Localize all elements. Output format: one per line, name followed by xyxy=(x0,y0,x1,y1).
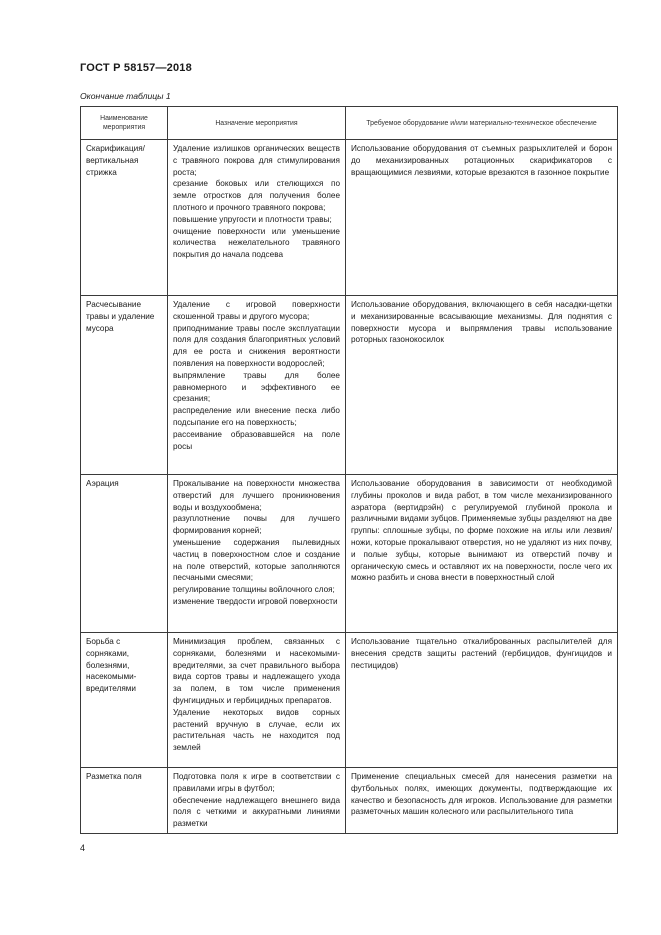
purpose-line: уменьшение содержания пылевидных частиц в поверхностном слое и создание на поле отверстий, которые заполняются песчаными смесями; xyxy=(173,537,340,583)
measure-name: Аэрация xyxy=(81,475,168,633)
purpose-line: Удаление с игровой поверхности скошенной травы и другого мусора; xyxy=(173,300,340,321)
purpose-line: приподнимание травы после эксплуатации поля для создания благоприятных условий для ее роста и снижения вероятности появления на поверхности водорослей; xyxy=(173,323,340,368)
measure-name: Разметка поля xyxy=(81,768,168,834)
measure-equipment: Использование тщательно откалиброванных распылителей для внесения средств защиты растений (гербицидов, фунгицидов и пестицидов) xyxy=(346,633,618,768)
purpose-line: срезание боковых или стелющихся по земле отростков для получения более плотного и прочного травяного покрова; xyxy=(173,179,340,212)
measure-purpose xyxy=(168,768,346,834)
measure-name: Борьба с сорняками, болезнями, насекомыми-вредителями xyxy=(81,633,168,768)
measure-name: Скарификация/ вертикальная стрижка xyxy=(81,140,168,296)
purpose-line: Удаление некоторых видов сорных растений вручную в случае, если их растительная часть не находится под землей xyxy=(173,707,340,753)
measure-equipment: Использование оборудования, включающего в себя насадки-щетки и механизированные всасывающие механизмы. Для поднятия с поверхности мусора и выпрямления травы использование роторных газонокосилок xyxy=(346,296,618,475)
purpose-line: рассеивание образовавшейся на поле росы xyxy=(173,429,340,451)
purpose-line: распределение или внесение песка либо подсыпание его на поверхность; xyxy=(173,406,340,427)
column-header-equipment: Требуемое оборудование и/или материально-техническое обеспечение xyxy=(346,107,618,140)
measure-name: Расчесывание травы и удаление мусора xyxy=(81,296,168,475)
column-header-name: Наименование мероприятия xyxy=(81,107,168,140)
table-row xyxy=(81,768,618,834)
measure-purpose xyxy=(168,140,346,296)
purpose-line: обеспечение надлежащего внешнего вида поля с четкими и аккуратными линиями разметки xyxy=(173,795,340,829)
page-number: 4 xyxy=(80,843,86,853)
table-header-row xyxy=(81,107,618,140)
table-caption: Окончание таблицы 1 xyxy=(80,91,171,101)
measure-purpose xyxy=(168,296,346,475)
purpose-line: очищение поверхности или уменьшение количества нежелательного травяного покрытия до начала подсева xyxy=(173,226,340,260)
table-row xyxy=(81,296,618,475)
measure-purpose xyxy=(168,475,346,633)
purpose-line: регулирование толщины войлочного слоя; xyxy=(173,585,335,595)
purpose-line: повышение упругости и плотности травы; xyxy=(173,214,332,224)
document-header: ГОСТ Р 58157—2018 xyxy=(80,62,192,74)
purpose-line: Удаление излишков органических веществ с травяного покрова для стимулирования роста; xyxy=(173,144,340,177)
measure-equipment: Применение специальных смесей для нанесения разметки на футбольных полях, имеющих документы, подтверждающие их качество и безопасность для игроков. Использование для разметки разметочных машин колесного или распылительного типа xyxy=(346,768,618,834)
table-row xyxy=(81,475,618,633)
purpose-line: разуплотнение почвы для лучшего формирования корней; xyxy=(173,514,340,536)
table-row xyxy=(81,633,618,768)
measure-equipment: Использование оборудования в зависимости от необходимой глубины проколов и вида работ, в том числе механизированного аэратора (вертидрэйн) с регулируемой глубиной прокола и различными видами зубцов. Применяемые зубцы разделяют на две группы: сплошные зубцы, по форме похожие на иглы или лезвия/ножи, которые прокалывают отверстия, но не удаляют из них почву, и полые зубцы, которые вынимают из отверстий почву и органическую смесь и оставляют их на поверхности, после чего их можно разбить и снова внести в поверхностный слой xyxy=(346,475,618,633)
table-row xyxy=(81,140,618,296)
measure-equipment: Использование оборудования от съемных разрыхлителей и борон до механизированных ротационных скарификаторов с вращающимися лезвиями, которые врезаются в газонное покрытие xyxy=(346,140,618,296)
purpose-line: Прокалывание на поверхности множества отверстий для лучшего проникновения воды и воздухообмена; xyxy=(173,479,340,512)
column-header-purpose: Назначение мероприятия xyxy=(168,107,346,140)
purpose-line: изменение твердости игровой поверхности xyxy=(173,596,338,606)
purpose-line: выпрямление травы для более равномерного и эффективного ее срезания; xyxy=(173,370,340,404)
measures-table xyxy=(80,106,618,834)
purpose-line: Минимизация проблем, связанных с сорняками, болезнями и насекомыми-вредителями, за счет правильного выбора вида сортов травы и надлежащего ухода за полем, в том числе применения фунгицидных и гербицидных препаратов. xyxy=(173,637,340,705)
measure-purpose xyxy=(168,633,346,768)
purpose-line: Подготовка поля к игре в соответствии с правилами игры в футбол; xyxy=(173,772,340,793)
